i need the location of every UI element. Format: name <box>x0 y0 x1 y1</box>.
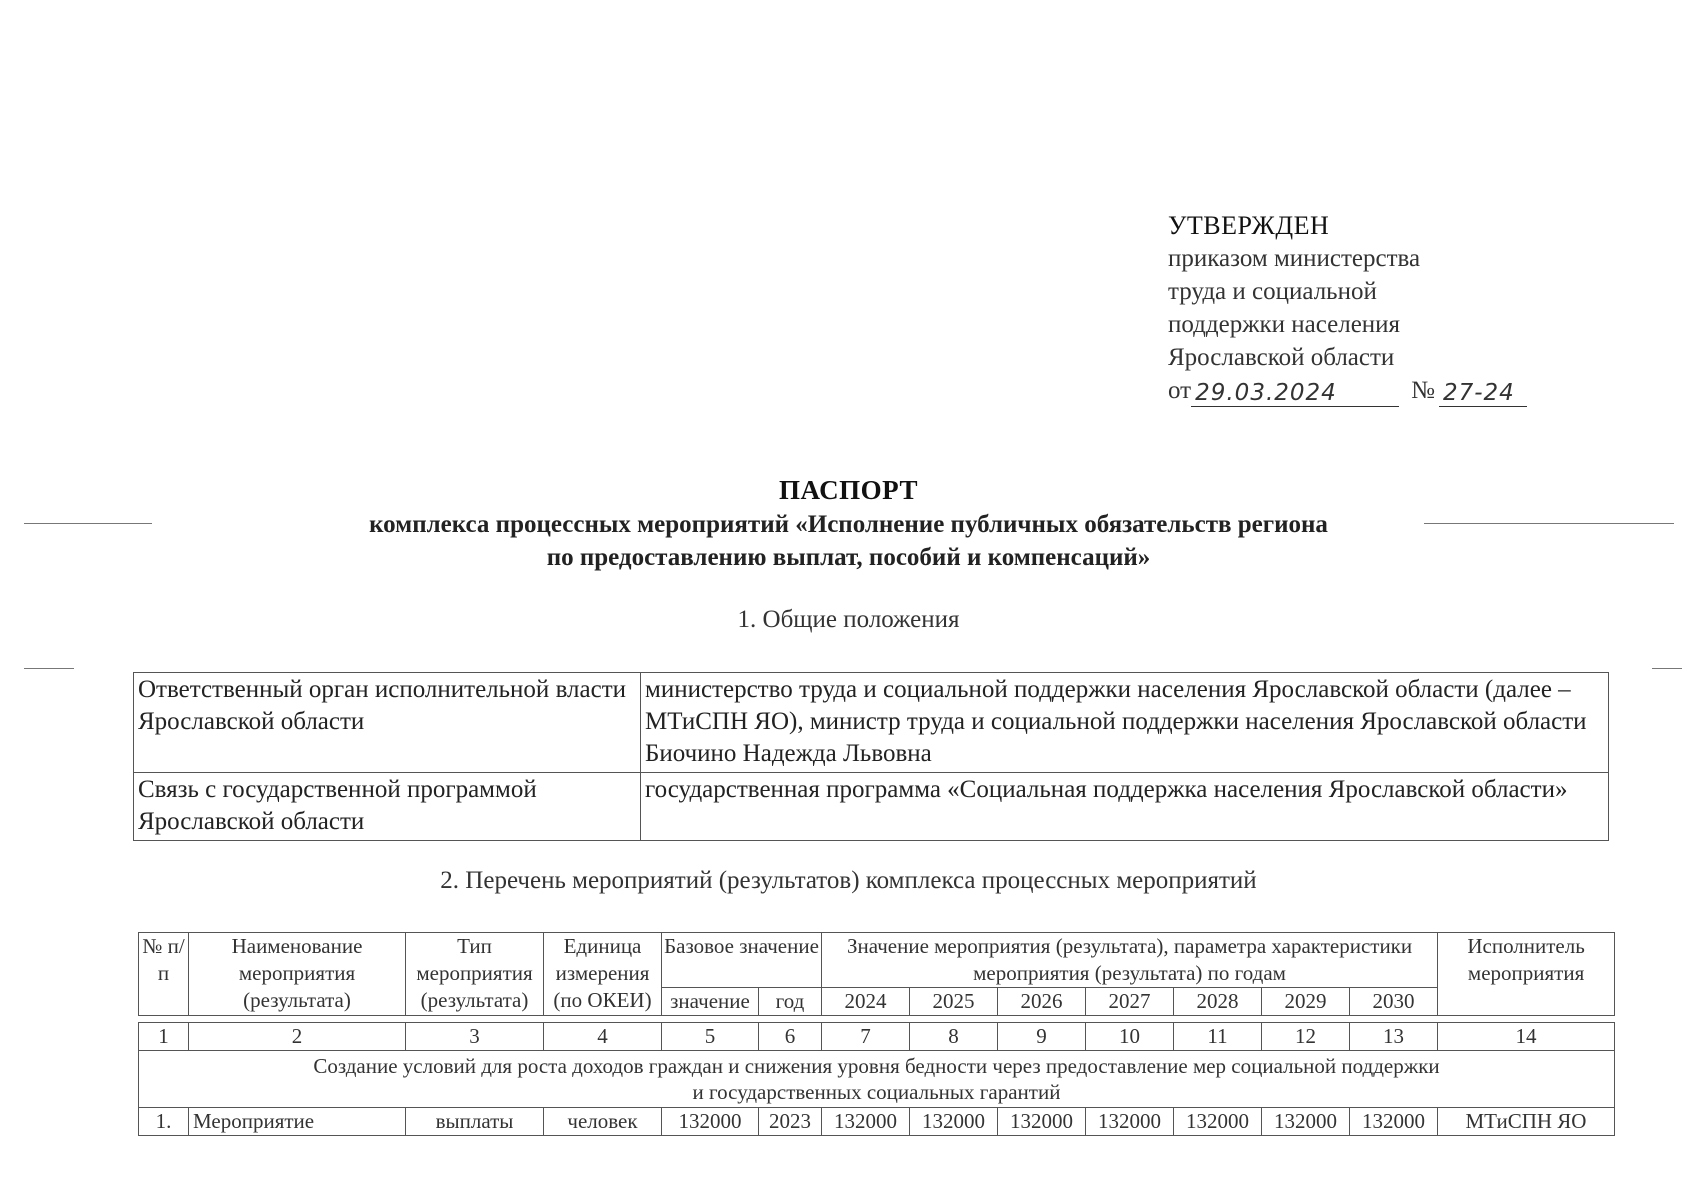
column-number: 6 <box>759 1023 822 1051</box>
scan-artifact-line <box>1652 668 1682 669</box>
general-info-table <box>133 672 1609 841</box>
column-number-row <box>139 1023 1615 1051</box>
group-heading-line-2: и государственных социальных гарантий <box>692 1080 1061 1104</box>
column-number: 4 <box>544 1023 662 1051</box>
group-heading <box>139 1051 1615 1108</box>
header-year: 2027 <box>1086 988 1174 1016</box>
approval-date-number-row <box>1168 374 1588 407</box>
subtitle-line-1: комплекса процессных мероприятий «Исполнение публичных обязательств региона <box>369 511 1328 538</box>
row-year-value: 132000 <box>998 1108 1086 1136</box>
scan-artifact-line <box>24 668 74 669</box>
table-row <box>134 673 1609 773</box>
header-year: 2029 <box>1262 988 1350 1016</box>
activities-table-header <box>138 932 1615 1016</box>
header-year: 2030 <box>1350 988 1438 1016</box>
row-year-value: 132000 <box>1174 1108 1262 1136</box>
section1-heading: 1. Общие положения <box>737 606 960 633</box>
column-number: 3 <box>406 1023 544 1051</box>
header-year: 2028 <box>1174 988 1262 1016</box>
general-info-value: министерство труда и социальной поддержки населения Ярославской области (далее – МТиСПН ЯО), министр труда и социальной поддержки населения Ярославской области Биочино Надежда Львовна <box>641 673 1609 773</box>
header-year: 2024 <box>822 988 910 1016</box>
column-number: 9 <box>998 1023 1086 1051</box>
approval-line: Ярославской области <box>1168 344 1395 371</box>
general-info-label: Связь с государственной программой Ярославской области <box>134 773 641 841</box>
header-base-value: значение <box>662 988 759 1016</box>
row-year-value: 132000 <box>910 1108 998 1136</box>
row-year-value: 132000 <box>1086 1108 1174 1136</box>
header-name: Наименование мероприятия (результата) <box>189 933 406 1016</box>
row-base-value: 132000 <box>662 1108 759 1136</box>
column-number: 7 <box>822 1023 910 1051</box>
header-values-group: Значение мероприятия (результата), параметра характеристики мероприятия (результата) по годам <box>822 933 1438 988</box>
group-heading-row <box>139 1051 1615 1108</box>
header-type: Тип мероприятия (результата) <box>406 933 544 1016</box>
row-name: Мероприятие <box>189 1108 406 1136</box>
general-info-value: государственная программа «Социальная поддержка населения Ярославской области» <box>641 773 1609 841</box>
document-subtitle <box>0 508 1697 574</box>
header-year: 2026 <box>998 988 1086 1016</box>
row-year-value: 132000 <box>1262 1108 1350 1136</box>
column-number: 8 <box>910 1023 998 1051</box>
document-title: ПАСПОРТ <box>779 475 918 505</box>
handwritten-date: 29.03.2024 <box>1191 380 1399 407</box>
column-number: 2 <box>189 1023 406 1051</box>
header-unit: Единица измерения (по ОКЕИ) <box>544 933 662 1016</box>
row-unit: человек <box>544 1108 662 1136</box>
row-year-value: 132000 <box>822 1108 910 1136</box>
row-base-year: 2023 <box>759 1108 822 1136</box>
subtitle-line-2: по предоставлению выплат, пособий и компенсаций» <box>546 544 1151 571</box>
row-type: выплаты <box>406 1108 544 1136</box>
approval-line: поддержки населения <box>1168 311 1401 338</box>
group-heading-line-1: Создание условий для роста доходов граждан и снижения уровня бедности через предоставление мер социальной поддержки <box>313 1054 1440 1078</box>
date-prefix: от <box>1168 377 1192 404</box>
column-number: 5 <box>662 1023 759 1051</box>
column-number: 11 <box>1174 1023 1262 1051</box>
header-year: 2025 <box>910 988 998 1016</box>
table-row <box>139 1108 1615 1136</box>
number-prefix: № <box>1411 377 1435 404</box>
header-executor: Исполнитель мероприятия <box>1438 933 1615 1016</box>
approval-line: труда и социальной <box>1168 278 1377 305</box>
row-year-value: 132000 <box>1350 1108 1438 1136</box>
section2-heading: 2. Перечень мероприятий (результатов) комплекса процессных мероприятий <box>440 867 1257 894</box>
column-number: 12 <box>1262 1023 1350 1051</box>
activities-table-body <box>138 1022 1615 1136</box>
header-num: № п/п <box>139 933 189 1016</box>
header-base-year: год <box>759 988 822 1016</box>
column-number: 14 <box>1438 1023 1615 1051</box>
handwritten-number: 27-24 <box>1439 380 1527 407</box>
header-base: Базовое значение <box>662 933 822 988</box>
general-info-label: Ответственный орган исполнительной власти Ярославской области <box>134 673 641 773</box>
row-num: 1. <box>139 1108 189 1136</box>
column-number: 1 <box>139 1023 189 1051</box>
table-header-row <box>139 933 1615 988</box>
approval-block <box>1168 209 1588 407</box>
approval-line: приказом министерства <box>1168 245 1421 272</box>
table-row <box>134 773 1609 841</box>
column-number: 13 <box>1350 1023 1438 1051</box>
row-executor: МТиСПН ЯО <box>1438 1108 1615 1136</box>
column-number: 10 <box>1086 1023 1174 1051</box>
approval-heading: УТВЕРЖДЕН <box>1168 211 1330 240</box>
